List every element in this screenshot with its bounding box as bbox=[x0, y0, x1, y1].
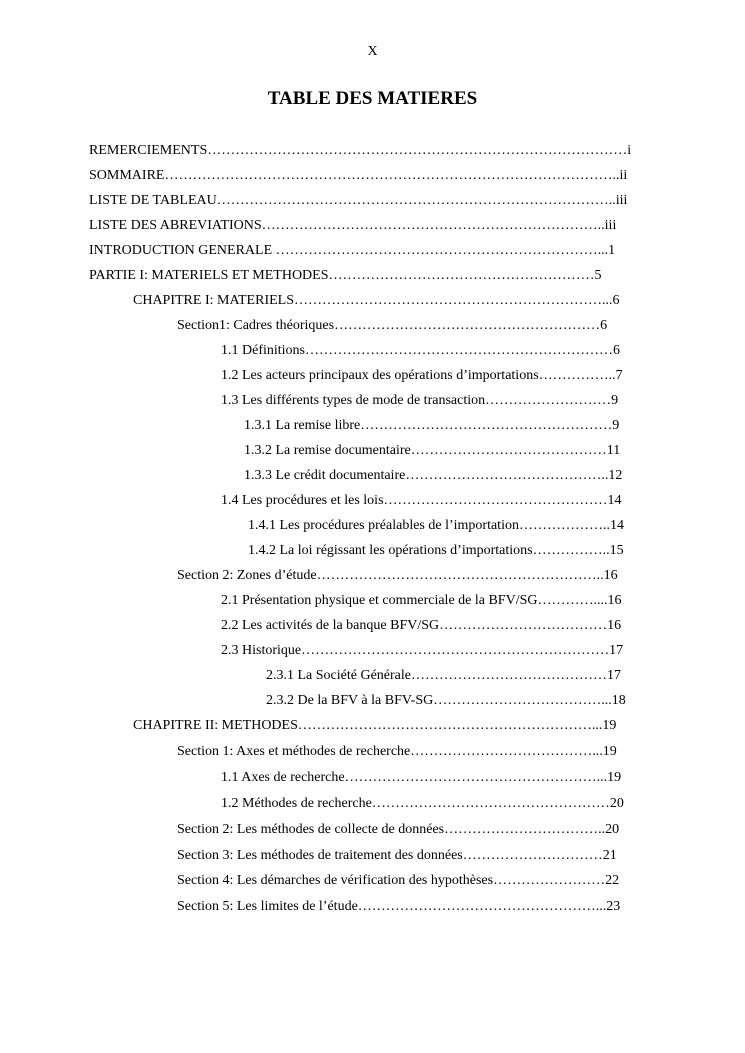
toc-entry-text: 1.1 Définitions…………………………………………………………6 bbox=[221, 343, 620, 358]
toc-entry-text: Section 1: Axes et méthodes de recherche…………………………………...19 bbox=[177, 744, 617, 759]
toc-entry-text: Section 2: Zones d’étude……………………………………………………..16 bbox=[177, 568, 618, 583]
page-title: TABLE DES MATIERES bbox=[267, 88, 478, 109]
toc-entry-text: 2.3.1 La Société Générale……………………………………17 bbox=[266, 668, 621, 683]
toc-entry-text: SOMMAIRE……………………………………………………………………………………..ii bbox=[89, 168, 628, 183]
toc-entry-text: 1.3 Les différents types de mode de transaction………………………9 bbox=[221, 393, 619, 408]
page-number: X bbox=[367, 44, 378, 59]
toc-entry-text: LISTE DES ABREVIATIONS………………………………………………………………..iii bbox=[89, 218, 617, 233]
toc-entry-text: 1.3.1 La remise libre………………………………………………9 bbox=[244, 418, 620, 433]
toc-entry-text: 1.1 Axes de recherche………………………………………………...19 bbox=[221, 770, 622, 785]
toc-entry-text: 1.4.2 La loi régissant les opérations d’importations……………..15 bbox=[248, 543, 624, 558]
toc-entry-text: 2.3 Historique…………………………………………………………17 bbox=[221, 643, 624, 658]
toc-entry-text: Section 4: Les démarches de vérification des hypothèses……………………22 bbox=[177, 873, 620, 888]
toc-entry-text: Section 3: Les méthodes de traitement des données…………………………21 bbox=[177, 848, 617, 863]
toc-entry-text: CHAPITRE I: MATERIELS…………………………………………………………...6 bbox=[133, 293, 620, 308]
toc-entry-text: 2.2 Les activités de la banque BFV/SG………………………………16 bbox=[221, 618, 622, 633]
toc-entry-text: 2.1 Présentation physique et commerciale de la BFV/SG…………....16 bbox=[221, 593, 622, 608]
toc-entry-text: CHAPITRE II: METHODES………………………………………………………...19 bbox=[133, 718, 617, 733]
toc-entry-text: REMERCIEMENTS………………………………………………………………………………i bbox=[89, 143, 632, 158]
toc-entry-text: 1.3.3 Le crédit documentaire……………………………………..12 bbox=[244, 468, 623, 483]
toc-entry-text: Section 5: Les limites de l’étude……………………………………………...23 bbox=[177, 899, 621, 914]
toc-entry-text: 1.4 Les procédures et les lois…………………………………………14 bbox=[221, 493, 622, 508]
toc-entry-text: 1.2 Les acteurs principaux des opérations d’importations……………..7 bbox=[221, 368, 623, 383]
toc-entry-text: 1.4.1 Les procédures préalables de l’importation………………..14 bbox=[248, 518, 624, 533]
toc-entry-text: 2.3.2 De la BFV à la BFV-SG………………………………...18 bbox=[266, 693, 626, 708]
toc-entry-text: 1.3.2 La remise documentaire……………………………………11 bbox=[244, 443, 621, 458]
toc-entry-text: INTRODUCTION GENERALE ……………………………………………………………...1 bbox=[89, 243, 616, 258]
toc-entry-text: Section1: Cadres théoriques…………………………………………………6 bbox=[177, 318, 608, 333]
toc-entry-text: Section 2: Les méthodes de collecte de données……………………………..20 bbox=[177, 822, 620, 837]
toc-entry-text: 1.2 Méthodes de recherche……………………………………………20 bbox=[221, 796, 624, 811]
toc-entry-text: LISTE DE TABLEAU…………………………………………………………………………..iii bbox=[89, 193, 628, 208]
toc-entry-text: PARTIE I: MATERIELS ET METHODES…………………………………………………5 bbox=[89, 268, 602, 283]
